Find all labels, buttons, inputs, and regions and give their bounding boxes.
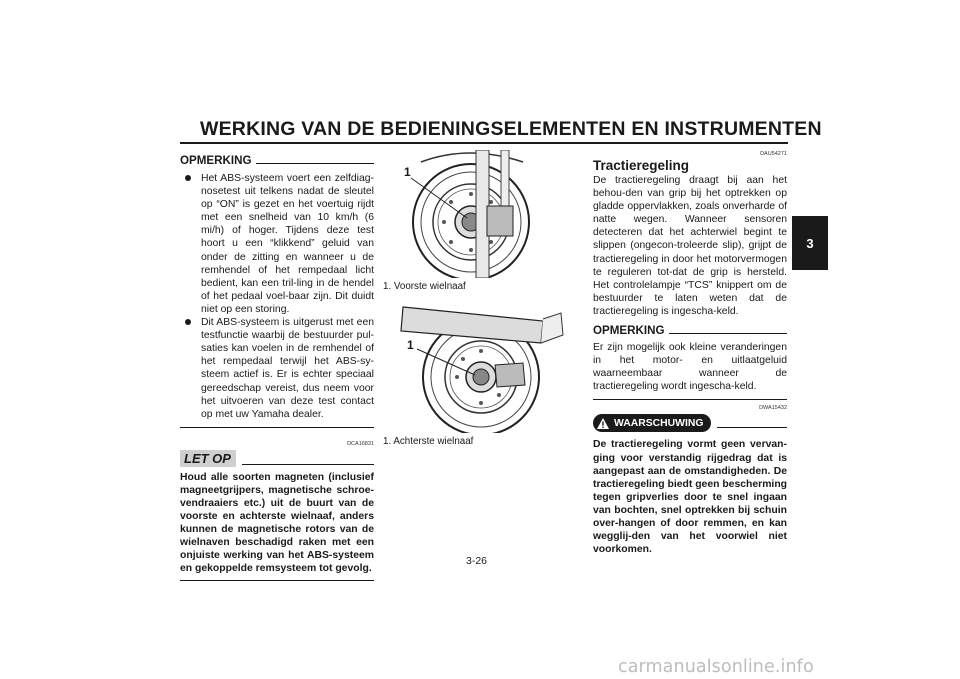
warning-code: DWA15432 bbox=[759, 405, 787, 412]
chapter-tab[interactable]: 3 bbox=[792, 216, 828, 270]
section-text: De tractieregeling draagt bij aan het behou-den van grip bij het optrekken op gladde oppervlakken, zoals onverharde of natte wegen. Wanneer sensoren detecteren dat het achterwiel begint te slippen (ongecon-troleerde slip), grijpt de tractieregeling in door het motorvermogen te reguleren tot-dat de grip is hersteld. Het controlelampje “TCS” knippert om de bestuurder te laten weten dat de tractieregeling is ingescha-keld. bbox=[593, 175, 787, 317]
warning-text: De tractieregeling vormt geen vervan-ging voor verstandig rijgedrag dat is aangepast aan de omstandigheden. De tractieregeling biedt geen bescherming tegen gripverlies door te snel ingaan van bochten, snel optrekken bij schuin over-hangen of door remmen, en kan wegglij-den van het voorwiel niet voorkomen. bbox=[593, 439, 788, 556]
caution-code: DCA16831 bbox=[347, 440, 374, 447]
watermark: carmanualsonline.info bbox=[618, 657, 814, 677]
figure-caption-front: 1. Voorste wielnaaf bbox=[383, 281, 466, 292]
divider bbox=[180, 427, 374, 428]
note-heading: OPMERKING bbox=[593, 324, 787, 338]
column-left bbox=[180, 154, 374, 581]
note-text: Er zijn mogelijk ook kleine veranderingen in het motor- en uitlaatgeluid waarneembaar wanneer de tractieregeling wordt ingescha-keld. bbox=[593, 342, 787, 393]
figure-rear-wheel-hub bbox=[383, 305, 577, 433]
divider bbox=[180, 580, 374, 581]
figure-caption-rear: 1. Achterste wielnaaf bbox=[383, 436, 474, 448]
figure-callout-1: 1 bbox=[404, 165, 411, 179]
section-code: DAU54271 bbox=[760, 151, 787, 157]
note-bullet-list bbox=[180, 172, 374, 421]
note-bullet-abs-selftest: Het ABS-systeem voert een zelfdiag-nosetest uit telkens nadat de sleutel op “ON” is gezet en het voertuig rijdt met een snelheid van 10 km/h (6 mi/h) of hoger. Tijdens deze test hoort u een “klikkend” geluid van onder de zitting en wanneer u de remhendel of het rempedaal licht bedient, kan een tril-ling in de hendel of het pedaal voel-baar zijn. Dit duidt niet op een storing. bbox=[180, 172, 374, 316]
warning-heading bbox=[593, 414, 787, 432]
warning-triangle-icon bbox=[596, 417, 610, 430]
warning-label: WAARSCHUWING bbox=[614, 417, 704, 429]
column-middle bbox=[383, 150, 577, 448]
caution-heading bbox=[180, 450, 374, 467]
caution-label: LET OP bbox=[180, 450, 236, 467]
page-header-title: WERKING VAN DE BEDIENINGSELEMENTEN EN INSTRUMENTEN bbox=[200, 118, 822, 140]
note-bullet-abs-testfunction: Dit ABS-systeem is uitgerust met een testfunctie waarbij de bestuurder pul-saties kan voelen in de remhendel of het rempedaal terwijl het ABS-sy-steem actief is. Er is echter speciaal gereedschap vereist, dus neem voor het uitvoeren van deze test contact op met uw Yamaha dealer. bbox=[180, 316, 374, 421]
section-title: Tractieregeling bbox=[593, 158, 690, 173]
header-rule bbox=[180, 142, 788, 144]
warning-badge bbox=[593, 414, 711, 432]
figure-front-wheel-hub bbox=[383, 150, 577, 278]
note-heading: OPMERKING bbox=[180, 154, 374, 168]
divider bbox=[593, 399, 787, 400]
column-right bbox=[593, 150, 787, 556]
rear-wheel-illustration bbox=[383, 305, 577, 433]
figure-callout-1: 1 bbox=[407, 338, 414, 353]
caution-text: Houd alle soorten magneten (inclusief magneetgrijpers, magnetische schroe-vendraaiers etc.) uit de buurt van de voorste en achterste wielnaaf, anders kunnen de magnetische rotors van de wielnaven beschadigd raken met een onjuiste werking van het ABS-systeem en gekoppelde remsysteem tot gevolg. bbox=[180, 471, 374, 575]
front-wheel-illustration bbox=[383, 150, 577, 278]
page-number: 3-26 bbox=[466, 555, 488, 567]
